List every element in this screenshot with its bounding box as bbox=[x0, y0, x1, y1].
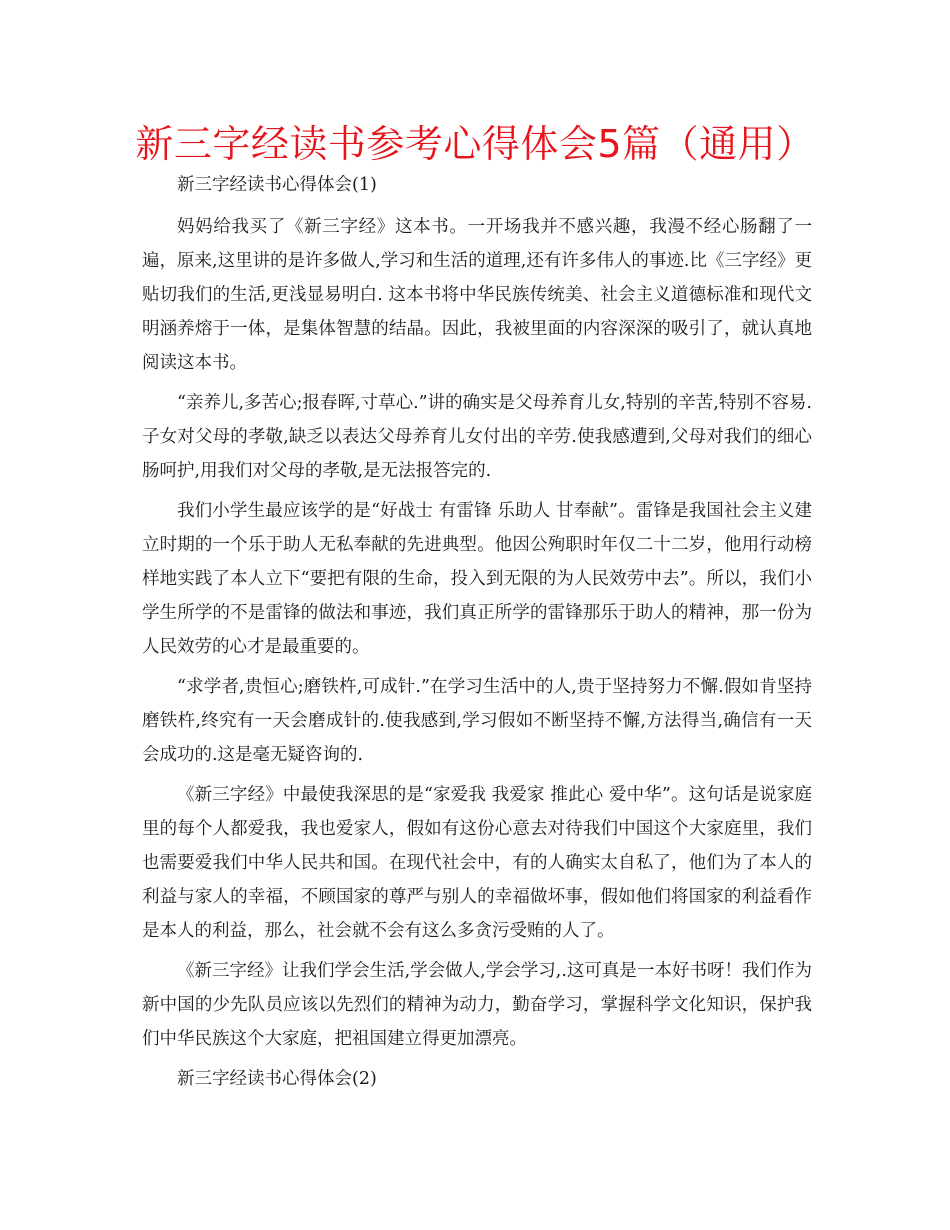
paragraph: 妈妈给我买了《新三字经》这本书。一开场我并不感兴趣，我漫不经心肠翻了一遍，原来,这里讲的是许多做人,学习和生活的道理,还有许多伟人的事迹.比《三字经》更贴切我们的生活,更浅显易明白. 这本书将中华民族传统美、社会主义道德标准和现代文明涵养熔于一体，是集体智慧的结晶。因此，我被里面的内容深深的吸引了，就认真地阅读这本书。 bbox=[142, 217, 812, 373]
paragraph: “亲养儿,多苦心;报春晖,寸草心.”讲的确实是父母养育儿女,特别的辛苦,特别不容易.子女对父母的孝敬,缺乏以表达父母养育儿女付出的辛劳.使我感遭到,父母对我们的细心肠呵护,用我们对父母的孝敬,是无法报答完的. bbox=[142, 393, 812, 481]
paragraph: 《新三字经》让我们学会生活,学会做人,学会学习,.这可真是一本好书呀！我们作为新中国的少先队员应该以先烈们的精神为动力，勤奋学习，掌握科学文化知识，保护我们中华民族这个大家庭，把祖国建立得更加漂亮。 bbox=[142, 961, 812, 1049]
paragraph: 我们小学生最应该学的是“好战士 有雷锋 乐助人 甘奉献”。雷锋是我国社会主义建立时期的一个乐于助人无私奉献的先进典型。他因公殉职时年仅二十二岁，他用行动榜样地实践了本人立下“要把有限的生命，投入到无限的为人民效劳中去”。所以，我们小学生所学的不是雷锋的做法和事迹，我们真正所学的雷锋那乐于助人的精神，那一份为人民效劳的心才是最重要的。 bbox=[142, 501, 812, 657]
document-body bbox=[142, 168, 812, 1104]
document-title: 新三字经读书参考心得体会5篇（通用） bbox=[135, 122, 815, 166]
section-heading-2: 新三字经读书心得体会(2) bbox=[177, 1069, 377, 1089]
section-heading-1: 新三字经读书心得体会(1) bbox=[177, 175, 377, 195]
paragraph: “求学者,贵恒心;磨铁杵,可成针.”在学习生活中的人,贵于坚持努力不懈.假如肯坚持磨铁杵,终究有一天会磨成针的.使我感到,学习假如不断坚持不懈,方法得当,确信有一天会成功的.这是毫无疑咨询的. bbox=[142, 677, 812, 765]
paragraph: 《新三字经》中最使我深思的是“家爱我 我爱家 推此心 爱中华”。这句话是说家庭里的每个人都爱我，我也爱家人，假如有这份心意去对待我们中国这个大家庭里，我们也需要爱我们中华人民共和国。在现代社会中，有的人确实太自私了，他们为了本人的利益与家人的幸福，不顾国家的尊严与别人的幸福做坏事，假如他们将国家的利益看作是本人的利益，那么，社会就不会有这么多贪污受贿的人了。 bbox=[142, 785, 812, 941]
